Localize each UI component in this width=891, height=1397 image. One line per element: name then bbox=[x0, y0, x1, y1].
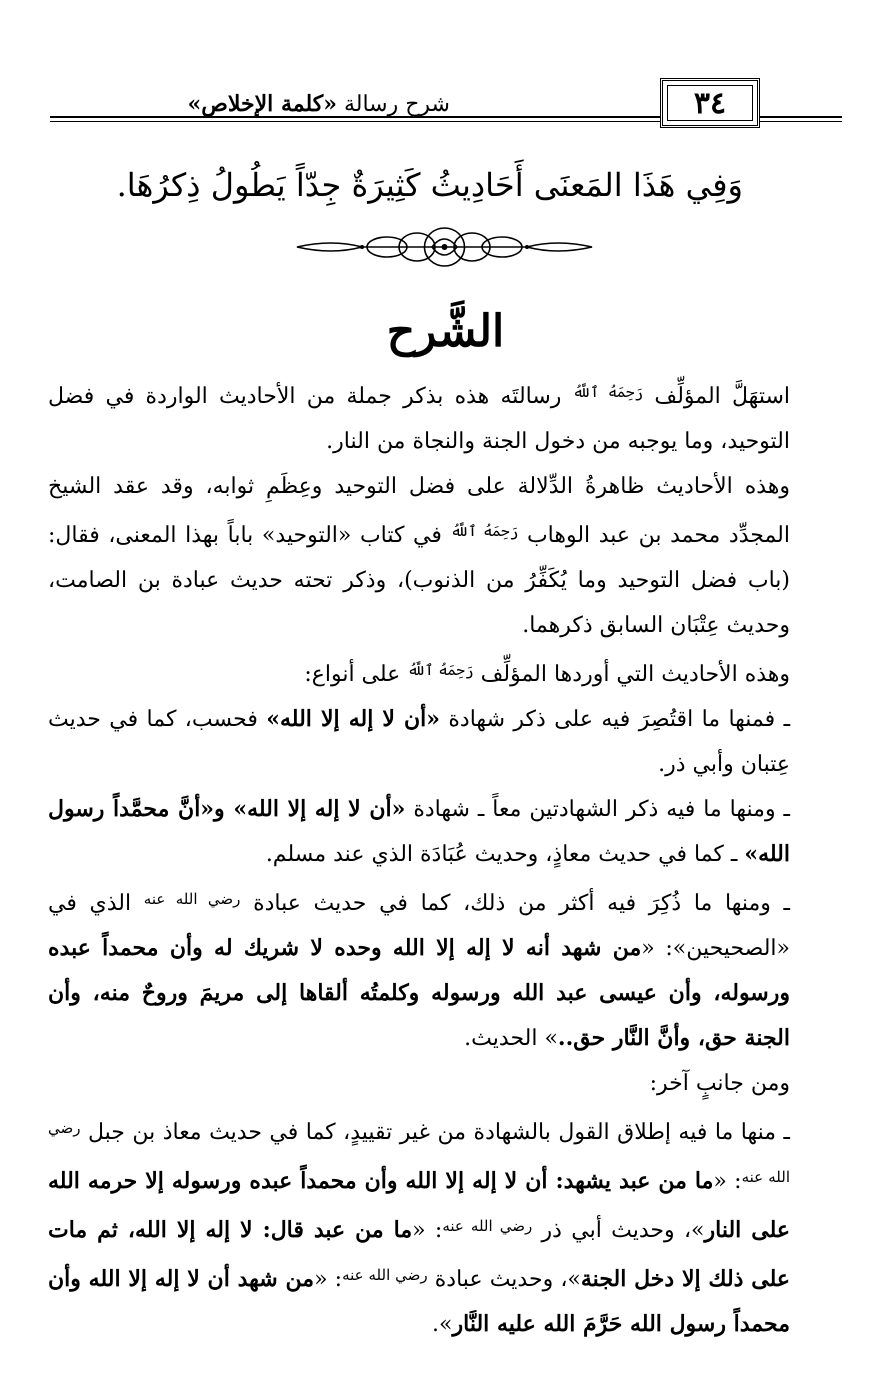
paragraph-text: على أنواع: bbox=[304, 662, 401, 687]
paragraph bbox=[48, 787, 790, 877]
running-title bbox=[188, 90, 450, 119]
honorific-symbol: رَحِمَهُ ٱللَّهُ bbox=[450, 522, 519, 540]
header-rule bbox=[760, 121, 842, 122]
honorific-symbol: رضي الله عنه bbox=[442, 1217, 533, 1235]
paragraph-text: »، وحديث عبادة bbox=[434, 1267, 581, 1292]
hadith-text: «أن لا إله إلا الله» bbox=[266, 706, 440, 732]
divider-ornament-icon bbox=[292, 225, 597, 270]
header-rule bbox=[760, 116, 842, 118]
page-number-frame bbox=[660, 78, 760, 128]
hadith-text: ما من عبد قال: لا إله إلا الله، ثم مات على ذلك إلا دخل الجنة bbox=[48, 1217, 791, 1292]
paragraph-text: ومن جانبٍ آخر: bbox=[649, 1071, 790, 1096]
running-title-prefix: شرح رسالة bbox=[343, 92, 450, 117]
paragraph-text: ـ ومنها ما فيه ذكر الشهادتين معاً ـ شهادة bbox=[413, 797, 790, 822]
running-header bbox=[50, 78, 842, 136]
page-number: ٣٤ bbox=[693, 85, 727, 121]
header-rule bbox=[50, 121, 660, 122]
hadith-text: من شهد أن لا إله إلا الله وأن محمداً رسول الله حَرَّمَ الله عليه النَّار bbox=[48, 1266, 790, 1337]
paragraph-text: : « bbox=[412, 1218, 443, 1243]
paragraph-text: استهَلَّ المؤلِّف bbox=[654, 384, 791, 409]
section-heading: الشَّرح bbox=[386, 306, 505, 357]
paragraph bbox=[48, 648, 790, 697]
paragraph-text: : « bbox=[314, 1267, 343, 1292]
paragraph-text: وهذه الأحاديث ظاهرةُ الدِّلالة على فضل التوحيد وعِظَمِ ثوابه، وقد عقد الشيخ المجدِّد محمد بن عبد الوهاب bbox=[48, 474, 790, 548]
paragraph bbox=[48, 877, 790, 1061]
paragraph bbox=[48, 1106, 790, 1347]
paragraph-text: ». bbox=[432, 1312, 453, 1337]
running-title-bold: «كلمة الإخلاص» bbox=[187, 91, 337, 117]
paragraph-text: رسالتَه هذه بذكر جملة من الأحاديث الواردة في فضل التوحيد، وما يوجبه من دخول الجنة والنجاة من النار. bbox=[48, 384, 790, 454]
paragraph bbox=[48, 464, 790, 648]
paragraph-text: فحسب، كما في حديث عِتبان وأبي ذر. bbox=[48, 707, 790, 777]
paragraph-text: ـ منها ما فيه إطلاق القول بالشهادة من غير تقييدٍ، كما في حديث معاذ بن جبل bbox=[87, 1120, 790, 1145]
paragraph-text: » الحديث. bbox=[464, 1026, 558, 1051]
honorific-symbol: رَحِمَهُ ٱللَّهُ bbox=[407, 661, 474, 679]
honorific-symbol: رضي الله عنه bbox=[143, 890, 241, 908]
paragraph bbox=[48, 697, 790, 787]
paragraph-text: : « bbox=[713, 1169, 742, 1194]
paragraph-text: وهذه الأحاديث التي أوردها المؤلِّف bbox=[480, 662, 790, 687]
paragraph-text: ـ ومنها ما ذُكِرَ فيه أكثر من ذلك، كما في حديث عبادة bbox=[253, 891, 790, 916]
hadith-text: ما من عبد يشهد: أن لا إله إلا الله وأن محمداً عبده ورسوله إلا حرمه الله على النار bbox=[48, 1168, 791, 1243]
paragraph-text: ـ فمنها ما اقتُصِرَ فيه على ذكر شهادة bbox=[448, 707, 791, 732]
honorific-symbol: رضي الله عنه bbox=[48, 1119, 790, 1186]
matn-quote: وَفِي هَذَا المَعنَى أَحَادِيثُ كَثِيرَةٌ جِدّاً يَطُولُ ذِكرُهَا. bbox=[116, 166, 743, 204]
hadith-text: من شهد أنه لا إله إلا الله وحده لا شريك له وأن محمداً عبده ورسوله، وأن عيسى عبد الله ورسوله وكلمتُه ألقاها إلى مريمَ وروحٌ منه، وأن الجنة حق، وأنَّ النَّار حق.. bbox=[48, 935, 790, 1051]
hadith-text: «أن لا إله إلا الله» و«أنَّ محمَّداً رسول الله» bbox=[48, 796, 790, 867]
paragraph bbox=[48, 370, 790, 464]
honorific-symbol: رَحِمَهُ ٱللَّهُ bbox=[572, 383, 644, 401]
paragraph-text: »، وحديث أبي ذر bbox=[541, 1218, 705, 1243]
paragraph bbox=[48, 1061, 790, 1106]
paragraph-text: الذي في «الصحيحين»: « bbox=[48, 891, 791, 961]
paragraph-text: في كتاب «التوحيد» باباً بهذا المعنى، فقال: (باب فضل التوحيد وما يُكَفِّرُ من الذنوب)، وذكر تحته حديث عبادة بن الصامت، وحديث عِتْبَان السابق ذكرهما. bbox=[48, 523, 790, 638]
paragraph-text: ـ كما في حديث معاذٍ، وحديث عُبَادَة الذي عند مسلم. bbox=[265, 842, 738, 867]
honorific-symbol: رضي الله عنه bbox=[342, 1266, 428, 1284]
commentary-body bbox=[48, 370, 790, 1347]
